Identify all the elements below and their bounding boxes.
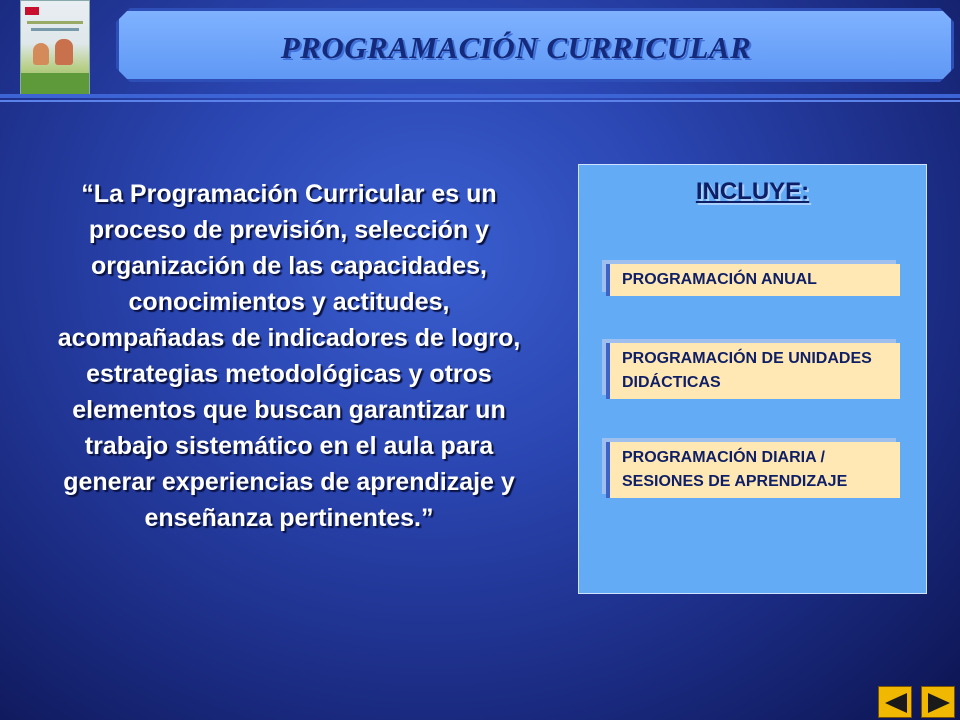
definition-quote: “La Programación Curricular es un proceso de previsión, selección y organización de las capacidades, conocimientos y actitudes, acompañadas de indicadores de logro, estrategias metodológicas y otros elementos que buscan garantizar un trabajo sistemático en el aula para generar experiencias de aprendizaje y enseñanza pertinentes.”	[57, 180, 521, 532]
flag-band	[25, 7, 39, 15]
next-slide-button[interactable]	[921, 686, 955, 718]
divider-line-thin	[0, 100, 960, 102]
item-programacion-anual: PROGRAMACIÓN ANUAL	[606, 264, 900, 296]
divider-line	[0, 94, 960, 98]
includes-title: INCLUYE:	[695, 178, 810, 205]
arrow-left-icon	[883, 691, 909, 715]
previous-slide-button[interactable]	[878, 686, 912, 718]
book-cover-image	[20, 0, 90, 96]
page-title: PROGRAMACIÓN CURRICULAR	[280, 30, 752, 65]
arrow-right-icon	[926, 691, 952, 715]
item-sesiones-aprendizaje: PROGRAMACIÓN DIARIA / SESIONES DE APRENDIZAJE	[606, 442, 900, 498]
item-unidades-didacticas: PROGRAMACIÓN DE UNIDADES DIDÁCTICAS	[606, 343, 900, 399]
